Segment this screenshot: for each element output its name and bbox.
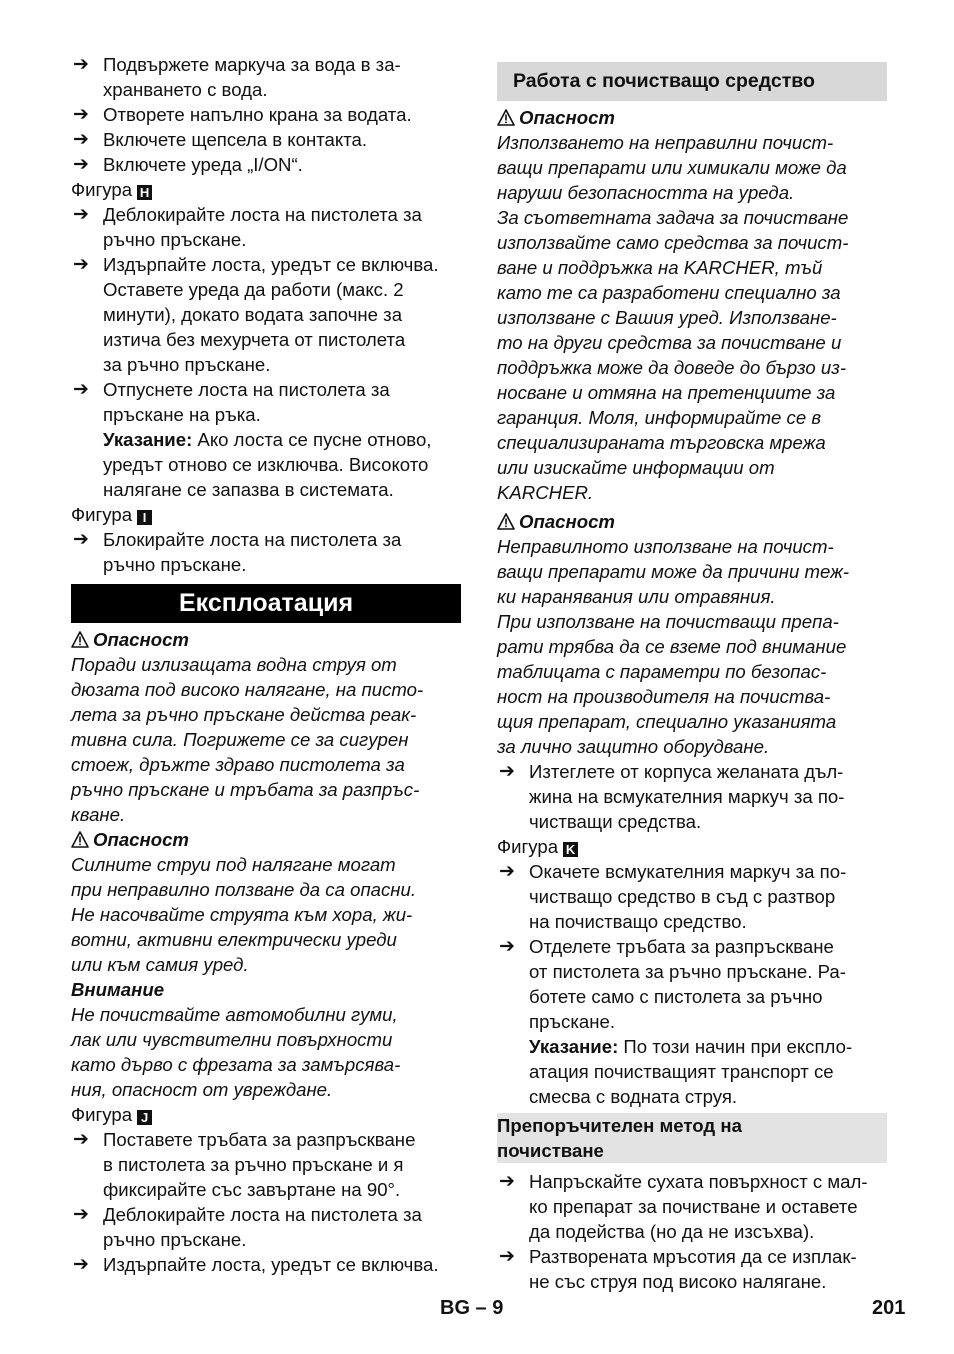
text-line: поддръжка може да доведе до бързо из-	[497, 357, 847, 378]
arrow-icon: ➔	[73, 204, 89, 225]
text-line: ващи препарати или химикали може да	[497, 157, 847, 178]
text-line: Препоръчителен метод на	[497, 1115, 742, 1136]
text-line: за ръчно пръскане.	[103, 354, 271, 375]
text-line: ващи препарати може да причини теж-	[497, 561, 850, 582]
text-line: уредът отново се изключва. Високото	[103, 454, 429, 475]
text-line: Поставете тръбата за разпръскване	[103, 1129, 416, 1150]
left-column	[71, 52, 461, 1277]
text-line: ръчно пръскане.	[103, 229, 247, 250]
text-line: рати трябва да се вземе под внимание	[497, 636, 847, 657]
danger-label: Опасност	[93, 629, 189, 650]
text-line	[529, 1034, 887, 1059]
text-line: Отворете напълно крана за водата.	[103, 104, 412, 125]
figure-ref	[71, 1102, 461, 1127]
note-block	[71, 427, 461, 502]
figure-ref	[497, 834, 887, 859]
figure-label: Фигура	[71, 504, 133, 525]
danger-heading	[71, 627, 461, 652]
text-line: стоеж, дръжте здраво пистолета за	[71, 754, 405, 775]
danger-heading	[71, 827, 461, 852]
text-line: кване.	[71, 804, 126, 825]
figure-label: Фигура	[71, 179, 133, 200]
step-item	[71, 252, 461, 377]
text-line: гаранция. Моля, информирайте се в	[497, 407, 822, 428]
text-line: хранването с вода.	[103, 79, 268, 100]
text-line: Деблокирайте лоста на пистолета за	[103, 1204, 422, 1225]
text-line: Отделете тръбата за разпръскване	[529, 936, 834, 957]
page-number: 201	[872, 1297, 906, 1319]
text-line: ботете само с пистолета за ръчно	[529, 986, 823, 1007]
danger-label: Опасност	[519, 511, 615, 532]
text-line: пръскане на ръка.	[103, 404, 261, 425]
danger-heading	[497, 105, 887, 130]
section-title-detergent: Работа с почистващо средство	[497, 62, 887, 101]
text-line: Подвържете маркуча за вода в за-	[103, 54, 401, 75]
text-line: Не насочвайте струята към хора, жи-	[71, 904, 413, 925]
text-line: атация почистващият транспорт се	[529, 1061, 834, 1082]
text-line: таблицата с параметри по безопас-	[497, 661, 827, 682]
arrow-icon: ➔	[499, 761, 515, 782]
step-item	[71, 1202, 461, 1252]
text-line: Оставете уреда да работи (макс. 2	[103, 279, 404, 300]
right-column	[497, 58, 887, 1294]
text-line: Поради излизащата водна струя от	[71, 654, 397, 675]
text-line: от пистолета за ръчно пръскане. Ра-	[529, 961, 846, 982]
text-line: Деблокирайте лоста на пистолета за	[103, 204, 422, 225]
text-line: използване с Вашия уред. Използване-	[497, 307, 837, 328]
text-line: чистващи средства.	[529, 811, 702, 832]
text-line: лета за ръчно пръскане действа реак-	[71, 704, 417, 725]
text-line: Включете уреда „I/ON“.	[103, 154, 303, 175]
step-item	[71, 52, 461, 102]
arrow-icon: ➔	[73, 129, 89, 150]
note-label: Указание:	[529, 1036, 619, 1057]
warning-triangle-icon	[71, 831, 93, 848]
text-line: фиксирайте със завъртане на 90°.	[103, 1179, 401, 1200]
arrow-icon: ➔	[499, 1171, 515, 1192]
text-line: ване и поддръжка на KARCHER, тъй	[497, 257, 823, 278]
step-item	[497, 1244, 887, 1294]
text-line: тивна сила. Погрижете се за сигурен	[71, 729, 409, 750]
figure-letter-badge: I	[137, 510, 152, 525]
text-line: KARCHER.	[497, 482, 594, 503]
figure-letter-badge: K	[563, 842, 578, 857]
text-line: Разтворената мръсотия да се изплак-	[529, 1246, 857, 1267]
attention-heading: Внимание	[71, 979, 165, 1000]
warning-triangle-icon	[497, 109, 519, 126]
text-line: При използване на почистващи препа-	[497, 611, 839, 632]
text-line: наруши безопасността на уреда.	[497, 182, 795, 203]
step-item	[71, 127, 461, 152]
arrow-icon: ➔	[73, 1129, 89, 1150]
text-line: чистващо средство в съд с разтвор	[529, 886, 836, 907]
text-line: жина на всмукателния маркуч за по-	[529, 786, 845, 807]
text-line: не със струя под високо налягане.	[529, 1271, 827, 1292]
step-item	[71, 1127, 461, 1202]
text-line: Включете щепсела в контакта.	[103, 129, 368, 150]
text-line: дюзата под високо налягане, на писто-	[71, 679, 424, 700]
text-line: Неправилното използване на почист-	[497, 536, 834, 557]
text-line: ния, опасност от увреждане.	[71, 1079, 333, 1100]
text-line: Блокирайте лоста на пистолета за	[103, 529, 402, 550]
step-item	[71, 152, 461, 177]
text-line: щия препарат, специално указанията	[497, 711, 837, 732]
danger-heading	[497, 509, 887, 534]
arrow-icon: ➔	[73, 154, 89, 175]
text-line: Не почиствайте автомобилни гуми,	[71, 1004, 398, 1025]
text-line: или към самия уред.	[71, 954, 249, 975]
arrow-icon: ➔	[499, 1246, 515, 1267]
figure-label: Фигура	[497, 836, 559, 857]
text-line: Използването на неправилни почист-	[497, 132, 834, 153]
text-line: ръчно пръскане.	[103, 554, 247, 575]
text-line: пръскане.	[529, 1011, 615, 1032]
text-line: като дърво с фрезата за замърсява-	[71, 1054, 401, 1075]
text-line: да подейства (но да не изсъхва).	[529, 1221, 815, 1242]
section-title-operation: Експлоатация	[71, 584, 461, 623]
text-line: Окачете всмукателния маркуч за по-	[529, 861, 847, 882]
step-item	[71, 1252, 461, 1277]
step-item	[71, 102, 461, 127]
text-line: в пистолета за ръчно пръскане и я	[103, 1154, 404, 1175]
step-item	[71, 527, 461, 577]
step-item	[497, 1169, 887, 1244]
step-item	[71, 202, 461, 252]
text-line: то на други средства за почистване и	[497, 332, 842, 353]
text-line: ръчно пръскане и тръбата за разпръс-	[71, 779, 420, 800]
text-line: Издърпайте лоста, уредът се включва.	[103, 254, 439, 275]
text-line: Силните струи под налягане могат	[71, 854, 396, 875]
text-line: ко препарат за почистване и оставете	[529, 1196, 858, 1217]
figure-letter-badge: J	[137, 1110, 152, 1125]
text-line: като те са разработени специално за	[497, 282, 841, 303]
text-line: почистване	[497, 1140, 604, 1161]
text-line: минути), докато водата започне за	[103, 304, 403, 325]
step-item	[497, 759, 887, 834]
note-text: Ако лоста се пусне отново,	[192, 429, 432, 450]
note-block	[497, 1034, 887, 1109]
text-line: вотни, активни електрически уреди	[71, 929, 397, 950]
text-line: ръчно пръскане.	[103, 1229, 247, 1250]
note-label: Указание:	[103, 429, 193, 450]
subsection-title-method	[497, 1113, 887, 1163]
text-line: смесва с водната струя.	[529, 1086, 738, 1107]
text-line: за лично защитно оборудване.	[497, 736, 770, 757]
step-item	[497, 859, 887, 934]
text-line: използвайте само средства за почист-	[497, 232, 849, 253]
figure-ref	[71, 177, 461, 202]
figure-ref	[71, 502, 461, 527]
arrow-icon: ➔	[73, 104, 89, 125]
arrow-icon: ➔	[73, 1254, 89, 1275]
arrow-icon: ➔	[499, 861, 515, 882]
step-item	[71, 377, 461, 427]
note-text: По този начин при експло-	[618, 1036, 853, 1057]
danger-label: Опасност	[93, 829, 189, 850]
text-line: За съответната задача за почистване	[497, 207, 849, 228]
text-line: Издърпайте лоста, уредът се включва.	[103, 1254, 439, 1275]
text-line: Изтеглете от корпуса желаната дъл-	[529, 761, 844, 782]
text-line: налягане се запазва в системата.	[103, 479, 394, 500]
text-line	[103, 427, 461, 452]
figure-letter-badge: H	[137, 185, 152, 200]
text-line: при неправилно ползване да са опасни.	[71, 879, 417, 900]
text-line: ки наранявания или отравяния.	[497, 586, 776, 607]
warning-triangle-icon	[71, 631, 93, 648]
arrow-icon: ➔	[73, 1204, 89, 1225]
arrow-icon: ➔	[73, 254, 89, 275]
text-line: специализираната търговска мрежа	[497, 432, 826, 453]
figure-label: Фигура	[71, 1104, 133, 1125]
text-line: лак или чувствителни повърхности	[71, 1029, 393, 1050]
text-line: на почистващо средство.	[529, 911, 747, 932]
arrow-icon: ➔	[73, 54, 89, 75]
footer-section-label: BG – 9	[440, 1297, 504, 1319]
text-line: Отпуснете лоста на пистолета за	[103, 379, 390, 400]
text-line: носване и отмяна на претенциите за	[497, 382, 836, 403]
text-line: изтича без мехурчета от пистолета	[103, 329, 406, 350]
text-line: Напръскайте сухата повърхност с мал-	[529, 1171, 868, 1192]
danger-label: Опасност	[519, 107, 615, 128]
text-line: ност на производителя на почиства-	[497, 686, 831, 707]
warning-triangle-icon	[497, 513, 519, 530]
arrow-icon: ➔	[73, 529, 89, 550]
text-line: или изискайте информации от	[497, 457, 775, 478]
arrow-icon: ➔	[499, 936, 515, 957]
arrow-icon: ➔	[73, 379, 89, 400]
step-item	[497, 934, 887, 1034]
